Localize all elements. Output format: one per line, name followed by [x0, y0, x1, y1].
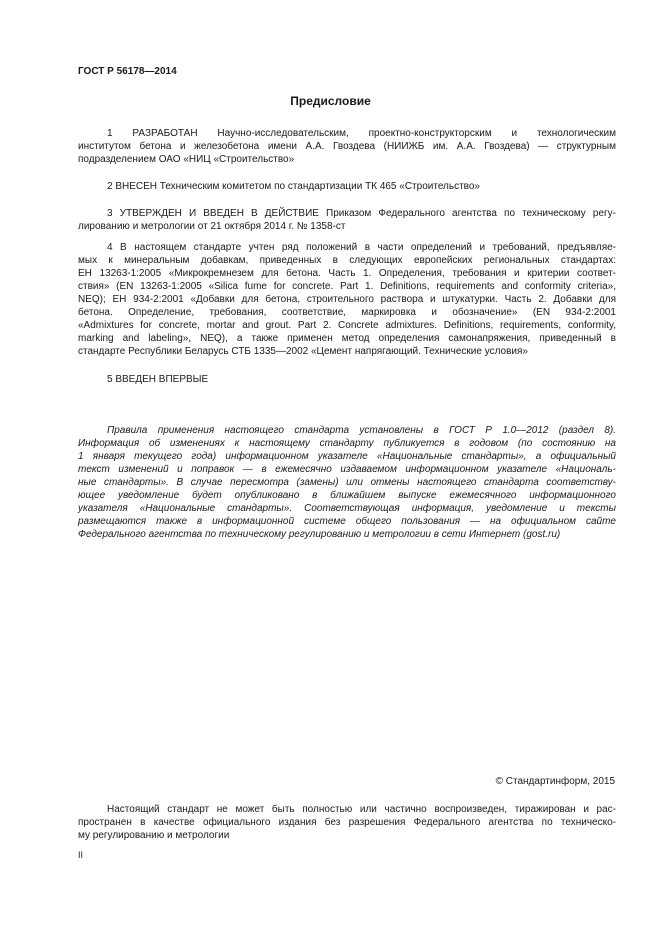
copyright-line: © Стандартинформ, 2015 — [495, 776, 615, 787]
text-line: пространен в качестве официального издания без разрешения Федерального агентства по техническо- — [78, 817, 616, 828]
text-line: Информация об изменениях к настоящему стандарту публикуется в годовом (по состоянию на — [78, 438, 616, 449]
text-line: marking and labeling», NEQ), а также применен метод определения самонапряжения, приведенный в — [78, 333, 616, 344]
text-line: 3 УТВЕРЖДЕН И ВВЕДЕН В ДЕЙСТВИЕ Приказом Федерального агентства по техническому регу- — [107, 208, 616, 219]
text-line: «Admixtures for concrete, mortar and grout. Part 2. Concrete admixtures. Definitions, requirements, conformity, — [78, 320, 616, 331]
section-3-approved — [78, 207, 616, 233]
text-line: институтом бетона и железобетона имени А.А. Гвоздева (НИИЖБ им. А.А. Гвоздева) — структурным — [78, 141, 616, 152]
text-line: ные стандарты». В случае пересмотра (замены) или отмены настоящего стандарта соответству- — [78, 477, 616, 488]
section-4-considered — [78, 241, 616, 358]
section-2-introduced — [78, 180, 616, 193]
text-line: размещаются также в информационной системе общего пользования — на официальном сайте — [78, 516, 616, 527]
standard-code-header: ГОСТ Р 56178—2014 — [78, 66, 177, 77]
section-5-first-introduced — [78, 373, 616, 386]
text-line: указателя «Национальные стандарты». Соответствующая информация, уведомление и тексты — [78, 503, 616, 514]
text-line: ствия» (EN 13263-1:2005 «Silica fume for concrete. Part 1. Definitions, requirements and conformity criteria», — [78, 281, 616, 292]
text-line: мых к минеральным добавкам, приведенных в следующих европейских региональных стандартах: — [78, 255, 616, 266]
text-line: Настоящий стандарт не может быть полностью или частично воспроизведен, тиражирован и рас- — [107, 804, 616, 815]
text-line: 1 РАЗРАБОТАН Научно-исследовательским, проектно-конструкторским и технологическим — [107, 128, 616, 139]
section-1-developed — [78, 127, 616, 166]
text-line: Правила применения настоящего стандарта установлены в ГОСТ Р 1.0—2012 (раздел 8). — [107, 425, 616, 436]
text-line: NEQ); ЕН 934-2:2001 «Добавки для бетона, строительного раствора и штукатурки. Часть 2. Добавки для — [78, 294, 616, 305]
page-number: II — [78, 850, 84, 860]
text-line: лированию и метрологии от 21 октября 2014 г. № 1358-ст — [78, 221, 346, 232]
text-line: 5 ВВЕДЕН ВПЕРВЫЕ — [107, 374, 209, 385]
text-line: му регулированию и метрологии — [78, 830, 230, 841]
text-line: текст изменений и поправок — в ежемесячно издаваемом информационном указателе «Националь- — [78, 464, 616, 475]
text-line: стандарте Республики Беларусь СТБ 1335—2002 «Цемент напрягающий. Технические условия» — [78, 346, 528, 357]
page-title: Предисловие — [290, 94, 371, 108]
application-rules-notice — [78, 424, 616, 541]
reproduction-notice — [78, 803, 616, 842]
text-line: 4 В настоящем стандарте учтен ряд положений в части определений и требований, предъявляе- — [107, 242, 616, 253]
text-line: Федерального агентства по техническому регулированию и метрологии в сети Интернет (gost.ru) — [78, 529, 561, 540]
text-line: бетона. Определение, требования, соответствие, маркировка и обозначение» (EN 934-2:2001 — [78, 307, 616, 318]
text-line: 1 января текущего года) информационном указателе «Национальные стандарты», а официальный — [78, 451, 616, 462]
text-line: ЕН 13263-1:2005 «Микрокремнезем для бетона. Часть 1. Определения, требования и критерии соответ- — [78, 268, 616, 279]
text-line: подразделением ОАО «НИЦ «Строительство» — [78, 154, 295, 165]
text-line: ющее уведомление будет опубликовано в ближайшем выпуске ежемесячного информационного — [78, 490, 616, 501]
text-line: 2 ВНЕСЕН Техническим комитетом по стандартизации ТК 465 «Строительство» — [107, 181, 480, 192]
